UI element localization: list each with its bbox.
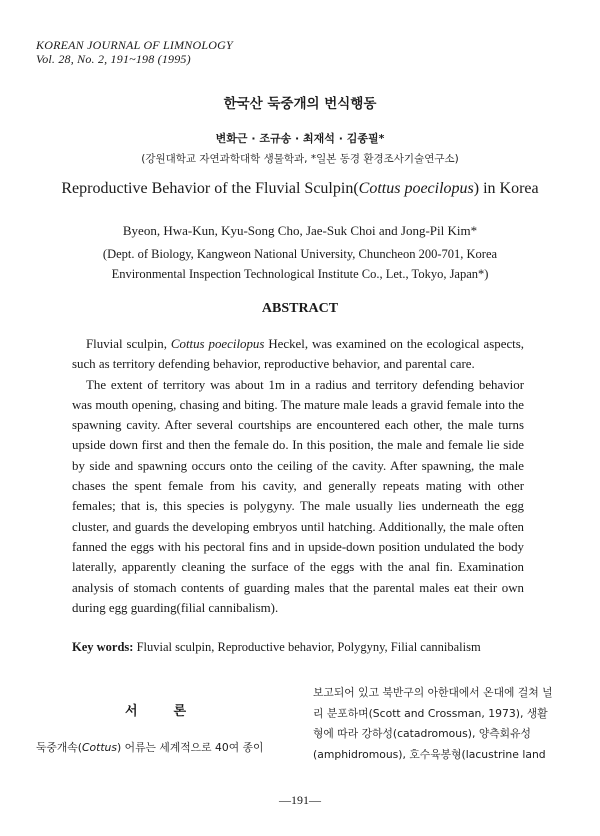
english-affiliation: [0, 244, 600, 284]
introduction-right-column: [313, 683, 563, 765]
intro-right-line4: (amphidromous), 호수육봉형(lacustrine land: [313, 747, 546, 761]
intro-left-genus: Cottus: [81, 741, 118, 754]
english-title: [0, 180, 600, 198]
abstract-p1-end: Heckel, was examined on the ecological aspects, such as territory defending behavior, reproductive behavior, and parental care.: [72, 337, 524, 372]
english-title-prefix: Reproductive Behavior of the Fluvial Sculpin(: [61, 180, 359, 197]
page-number: —191—: [279, 793, 321, 807]
korean-authors: 변화근 · 조규송 · 최재석 · 김종필*: [215, 132, 385, 145]
english-title-species: Cottus poecilopus: [358, 180, 474, 197]
introduction-heading: 서론: [125, 704, 223, 719]
intro-right-line2: 리 분포하며(Scott and Crossman, 1973), 생활: [313, 706, 548, 720]
journal-volume: Vol. 28, No. 2, 191~198 (1995): [36, 52, 191, 66]
abstract-body: [72, 334, 524, 618]
journal-name: KOREAN JOURNAL OF LIMNOLOGY: [36, 38, 233, 52]
english-title-suffix: ) in Korea: [473, 180, 539, 197]
english-affiliation-line1: (Dept. of Biology, Kangweon National University, Chuncheon 200-701, Korea: [102, 247, 498, 261]
introduction-left-line: [36, 738, 281, 758]
abstract-paragraph-2: The extent of territory was about 1m in a radius and territory defending behavior was mouth opening, chasing and biting. The mature male leads a gravid female into the spawning cavity. After several courtships are encountered each other, the male turns upside down first and then the female do. In this position, the male and female lie side by side and spawning occurs onto the ceiling of the cavity. After spawning, the male chases the spent female from his cavity, and generally repeats mating with other females; that is, this species is polygyny. The male usually lies underneath the egg cluster, and guards the developing embryos until hatching. Additionally, the male often fanned the eggs with his pectoral fins and in upside-down position undulated the body laterally, apparently cleaning the surface of the eggs with the anal fin. Examination analysis of stomach contents of guarding males that the parental males eat their own during egg guarding(filial cannibalism).: [72, 377, 524, 615]
introduction-left-column: [36, 738, 281, 758]
abstract-p1-species: Cottus poecilopus: [170, 337, 265, 351]
keywords: [72, 640, 542, 655]
abstract-heading: ABSTRACT: [261, 301, 339, 316]
keywords-label: Key words:: [72, 640, 134, 654]
english-authors: Byeon, Hwa-Kun, Kyu-Song Cho, Jae-Suk Choi and Jong-Pil Kim*: [122, 223, 478, 238]
korean-title: 한국산 둑중개의 번식행동: [223, 96, 377, 112]
journal-header: [36, 38, 233, 66]
intro-right-line1: 보고되어 있고 북반구의 아한대에서 온대에 걸쳐 널: [313, 686, 553, 699]
intro-right-line3: 형에 따라 강하성(catadromous), 양측회유성: [313, 727, 531, 740]
abstract-paragraph-1: [72, 334, 524, 375]
english-affiliation-line2: Environmental Inspection Technological Institute Co., Let., Tokyo, Japan*): [111, 267, 489, 281]
intro-left-start: 둑중개속(: [36, 741, 82, 754]
abstract-p1-start: Fluvial sculpin,: [86, 337, 171, 351]
keywords-value: Fluvial sculpin, Reproductive behavior, Polygyny, Filial cannibalism: [136, 640, 481, 654]
korean-affiliation: (강원대학교 자연과학대학 생물학과, *일본 동경 환경조사기술연구소): [141, 153, 459, 165]
intro-left-end: ) 어류는 세계적으로 40여 종이: [117, 741, 264, 754]
